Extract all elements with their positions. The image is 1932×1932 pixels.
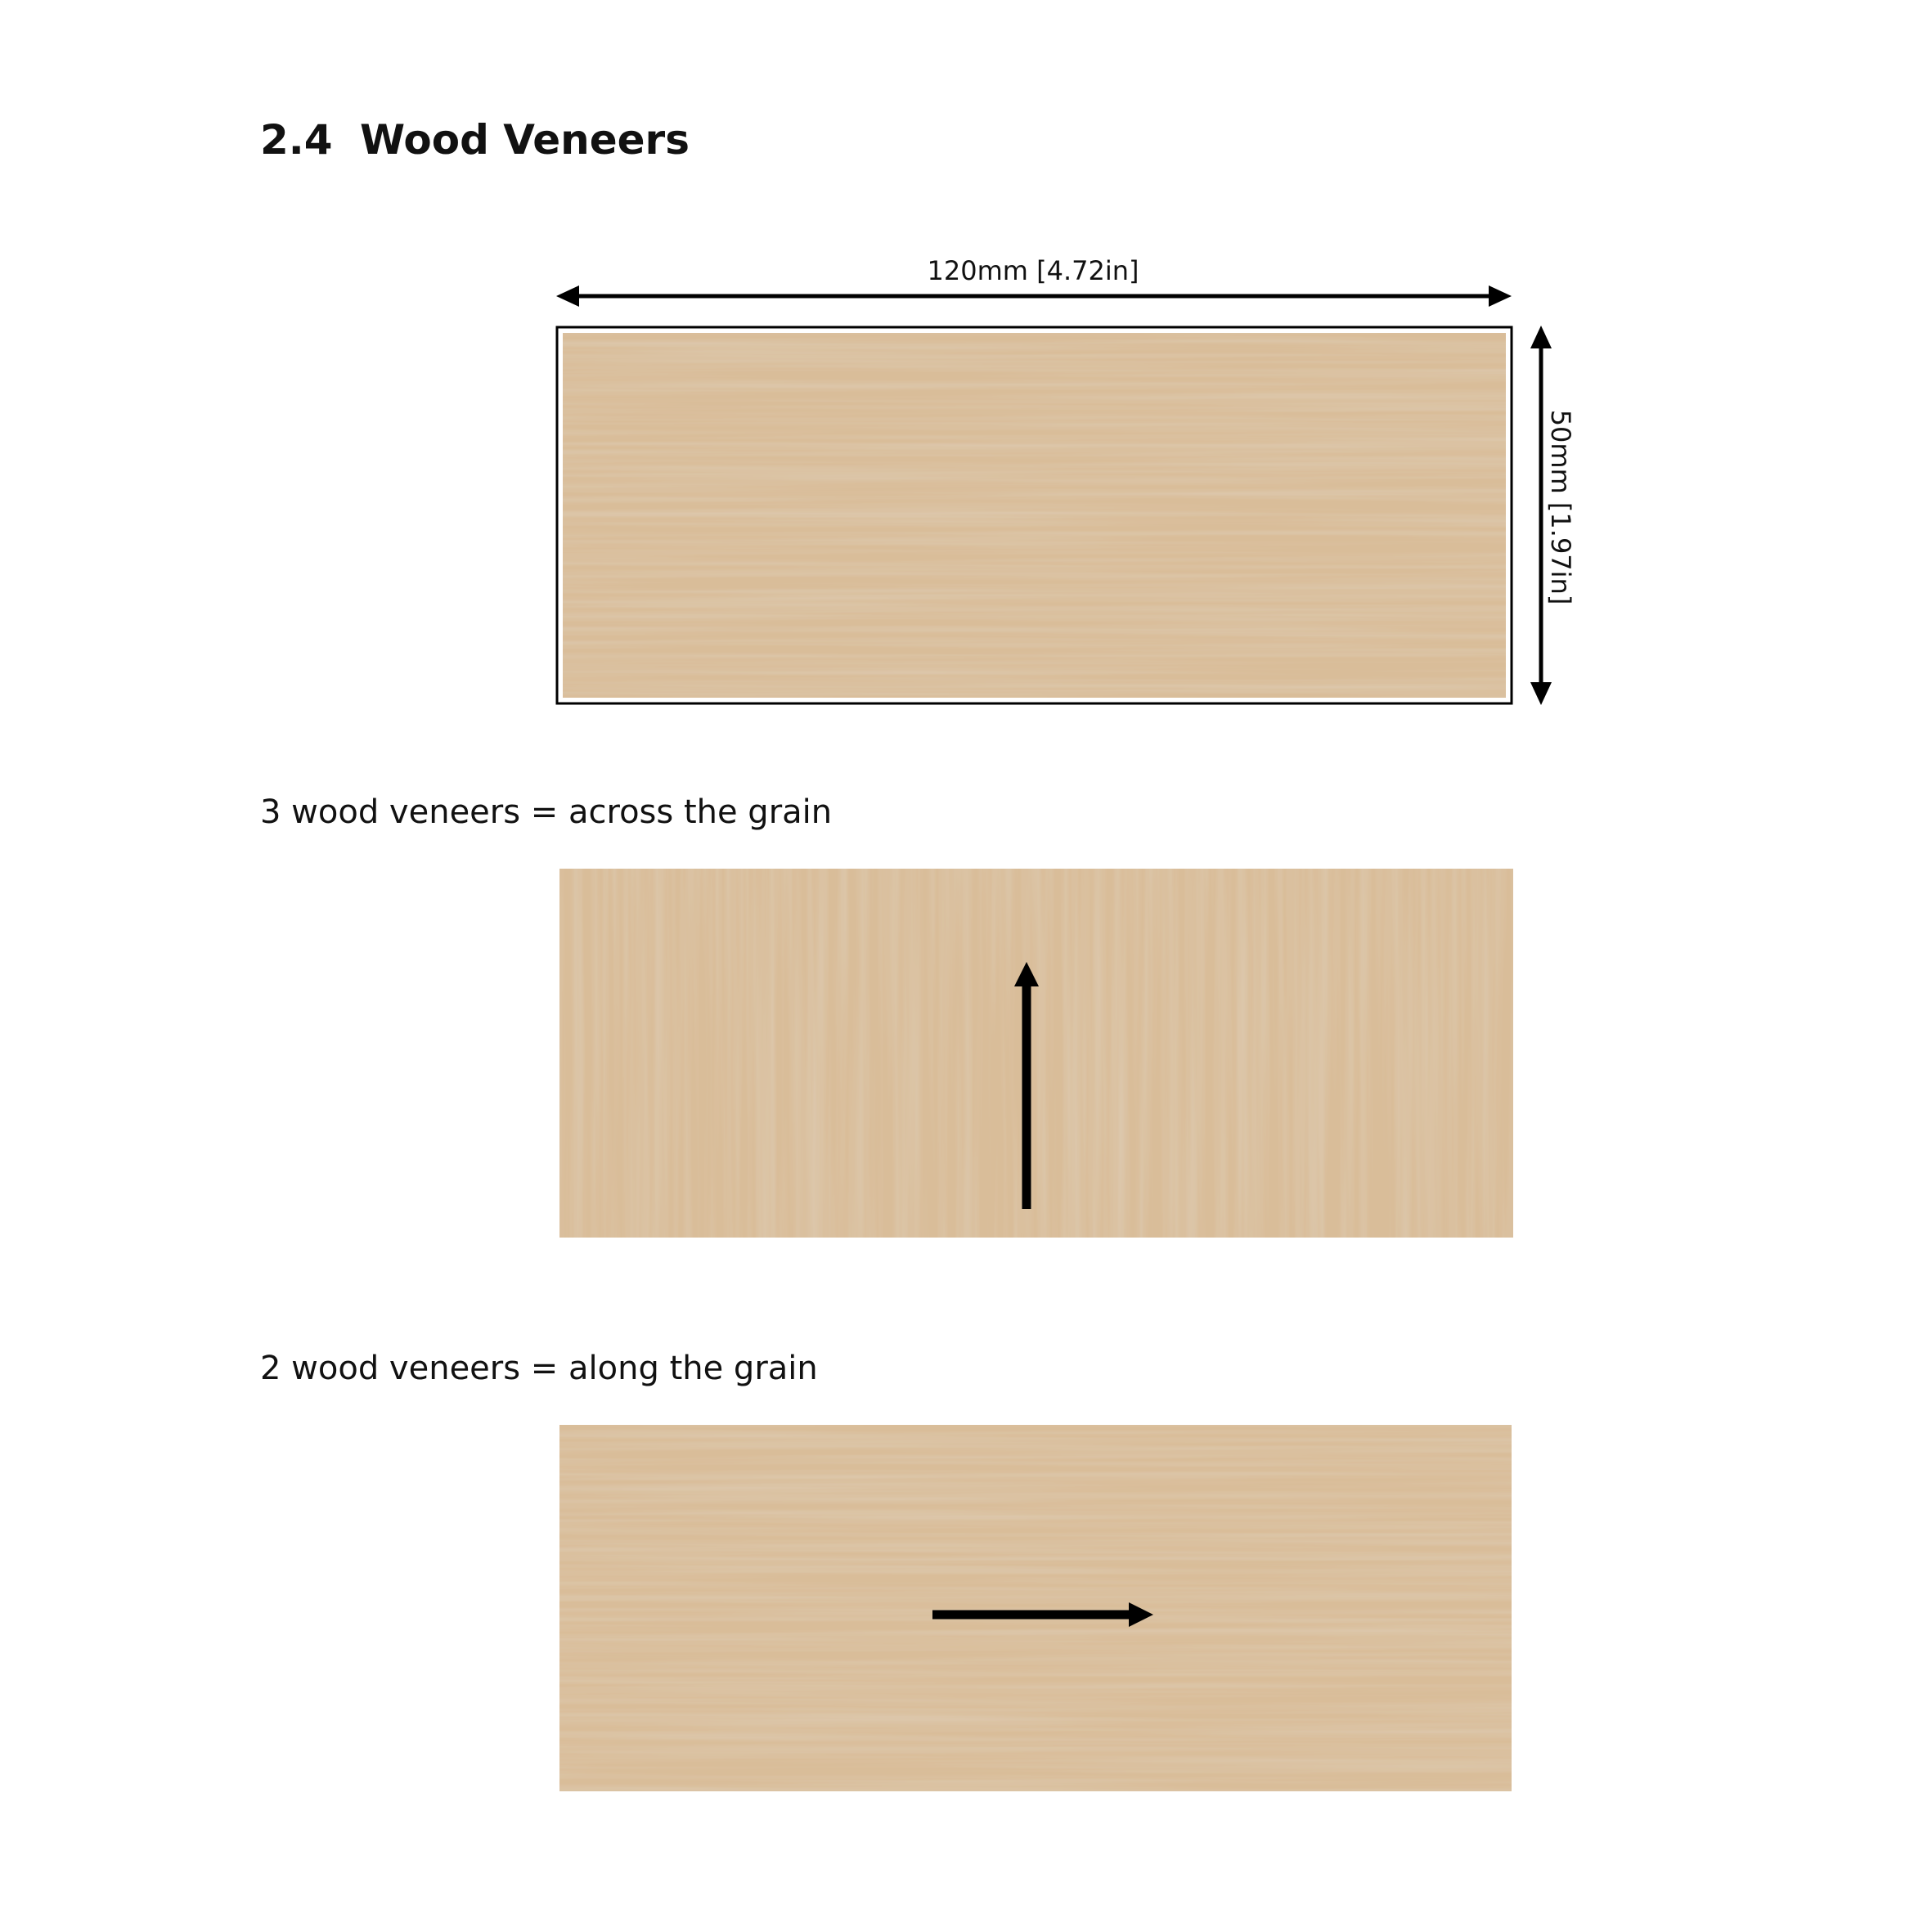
veneer-across-grain [559,869,1513,1238]
veneer-sample-framed [557,327,1512,703]
veneer-along-grain [559,1425,1512,1791]
height-dimension-arrow [1530,326,1552,705]
height-dimension-label: 50mm [1.97in] [1545,409,1576,605]
section-number: 2.4 [260,116,333,164]
width-dimension-label: 120mm [4.72in] [927,255,1139,286]
width-dimension-arrow [556,285,1512,307]
section-title: Wood Veneers [360,116,690,164]
across-grain-caption: 3 wood veneers = across the grain [260,793,833,831]
along-grain-caption: 2 wood veneers = along the grain [260,1350,818,1387]
